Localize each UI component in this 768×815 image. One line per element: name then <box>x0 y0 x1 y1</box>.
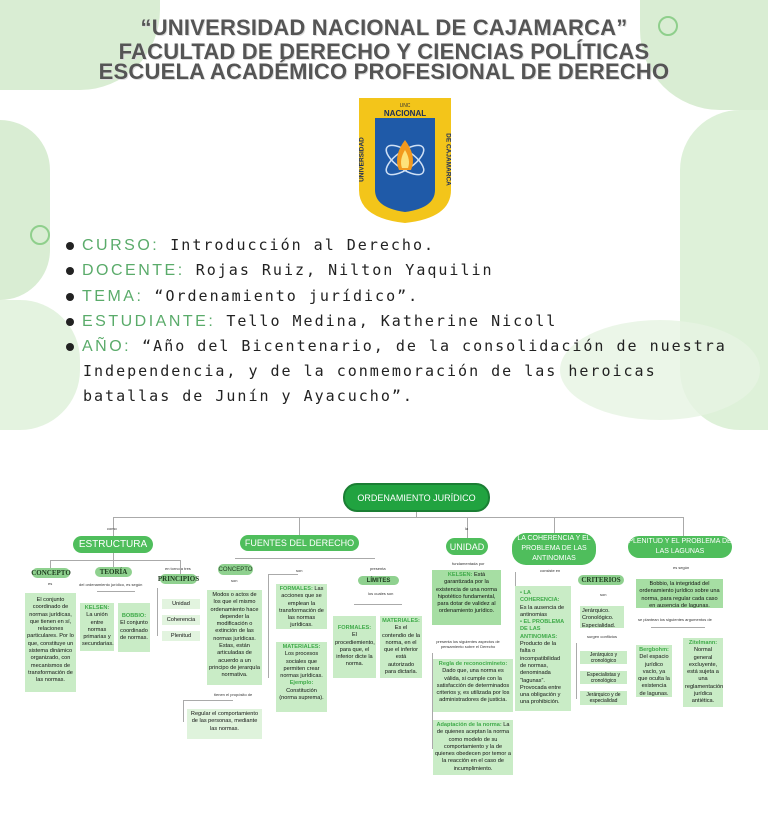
adaptacion-box: Adaptación de la norma: La de quienes aceptan la norma como modelo de su comportamiento y la de quienes obedecen por temor a la reacción en el caso de incumplimiento. <box>433 720 513 775</box>
principio-item: Unidad <box>162 599 200 609</box>
info-curso: CURSO: Introducción al Derecho. <box>66 236 435 255</box>
formales-box: FORMALES: Las acciones que se emplean la transformación de las normas jurídicas. <box>276 584 327 629</box>
plenitud-bobbio-box: Bobbio, la integridad del ordenamiento jurídico sobre una norma, para regular cada caso en ausencia de lagunas. <box>636 579 723 608</box>
materiales-box: MATERIALES: Los procesos sociales que permiten crear normas jurídicas. Ejemplo: Constitución (norma suprema). <box>276 642 327 712</box>
decor-blob <box>0 120 50 300</box>
node-principios: PRINCIPIOS <box>157 575 200 583</box>
info-anio: AÑO: “Año del Bicentenario, de la consolidación de nuestra <box>66 337 727 356</box>
node-concepto: CONCEPTO <box>31 569 71 577</box>
regular-box: Regular el comportamiento de las personas, mediante las normas. <box>187 709 262 739</box>
conflict-box: Especialistas y cronológico <box>580 671 627 684</box>
node-limites: LÍMITES <box>358 576 399 585</box>
info-anio-cont: Independencia, y de la conmemoración de las heroicas <box>83 362 657 380</box>
node-fuentes: FUENTES DEL DERECHO <box>240 535 359 551</box>
principio-item: Plenitud <box>162 631 200 641</box>
node-unidad: UNIDAD <box>446 538 488 555</box>
info-estudiante: ESTUDIANTE: Tello Medina, Katherine Nicoll <box>66 312 557 331</box>
info-tema: TEMA: “Ordenamiento jurídico”. <box>66 287 419 306</box>
fuentes-concepto-box: Modos o actos de los que el mismo ordenamiento hace depender la modificación o extinción de las normas jurídicas. Estas, están articuladas de acuerdo a un principo de jerarquía normativa. <box>207 590 262 685</box>
bergbohm-box: Bergbohm: Del espacio jurídico vacío, ya que oculta la existencia de lagunas. <box>636 645 672 697</box>
info-docente: DOCENTE: Rojas Ruiz, Nilton Yaquilin <box>66 261 494 280</box>
conflict-box: Jerárquico y de especialidad <box>580 691 627 705</box>
kelsen-box: KELSEN: La unión entre normas primarias y secundarias. <box>80 603 114 651</box>
info-anio-cont: batallas de Junín y Ayacucho”. <box>83 387 414 405</box>
node-concepto-fuentes: CONCEPTO <box>218 564 253 575</box>
bobbio-box: BOBBIO: El conjunto coordinado de normas. <box>118 603 150 652</box>
concepto-box: El conjunto coordinado de normas jurídicas, que tienen en sí, relaciones particulares. Por lo que, constituye un sistema dinámico organizado, con mecanismos de transformación de las normas. <box>25 593 76 692</box>
title-line-2: FACULTAD DE DERECHO Y CIENCIAS POLÍTICAS <box>118 39 650 64</box>
limites-formales-box: FORMALES: El procediemiento, para que, el inferior dicte la norma. <box>333 616 376 678</box>
node-teoria: TEORÍA <box>95 567 132 577</box>
title-line-1: “UNIVERSIDAD NACIONAL DE CAJAMARCA” <box>140 15 628 40</box>
university-logo: UNC NACIONAL UNIVERSIDAD DE CAJAMARCA <box>355 90 455 225</box>
zitelmann-box: Zitelmann: Normal general excluyente, está sujeta a una reglamentación jurídica antiética. <box>683 638 723 707</box>
title-line-3: ESCUELA ACADÉMICO PROFESIONAL DE DERECHO <box>98 59 670 84</box>
node-estructura: ESTRUCTURA <box>73 536 153 553</box>
root-node: ORDENAMIENTO JURÍDICO <box>343 483 490 512</box>
node-plenitud: PLENITUD Y EL PROBLEMA DE LAS LAGUNAS <box>628 536 732 558</box>
limites-materiales-box: MATERIALES: Es el contendio de la norma, en el que el inferior está autorizado para dictarla. <box>380 616 422 678</box>
decor-ring <box>30 225 50 245</box>
conflict-box: Jerárquico y cronológico <box>580 651 627 664</box>
criterios-list: Jerárquico. Cronológico. Especialidad. <box>580 606 624 628</box>
principio-item: Coherencia <box>162 615 200 625</box>
coherencia-box: • LA COHERENCIA: Es la ausencia de antinomias • EL PROBLEMA DE LAS ANTINOMIAS: Producto de la falta o incompatibilidad de normas, denominada “lagunas”. Provocada entre una obligación y una prohibición. <box>515 586 571 711</box>
regla-box: Regla de reconocimineto: Dado que, una norma es válida, si cumple con la satisfacción de determinados criterios y, es utilizada por los administradores de justicia. <box>433 659 513 712</box>
unidad-kelsen-box: KELSEN: Está garantizada por la existencia de una norma hipotético fundamental, para dotar de validez al ordenamiento jurídico. <box>432 570 501 625</box>
node-coherencia: LA COHERENCIA Y EL PROBLEMA DE LAS ANTINOMIAS <box>512 533 596 565</box>
node-criterios: CRITERIOS <box>578 575 624 585</box>
